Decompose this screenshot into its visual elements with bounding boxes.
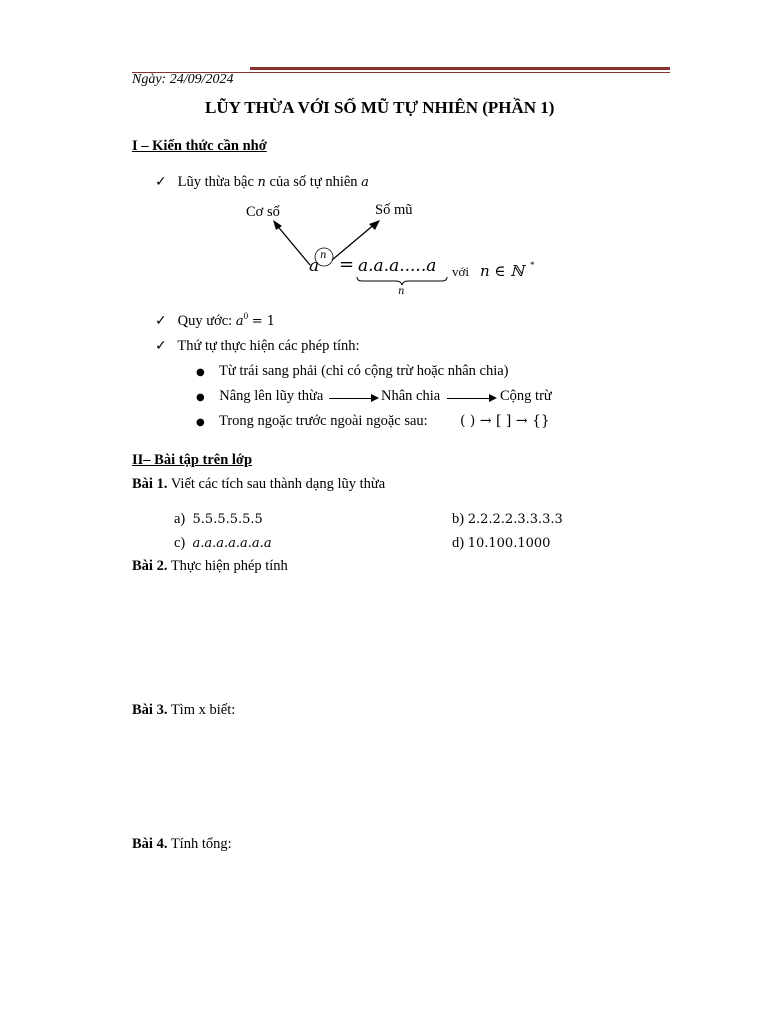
check-icon: ✓ <box>155 174 167 190</box>
arrow-line-2 <box>447 398 489 399</box>
check-icon: ✓ <box>155 338 167 354</box>
base-label: Cơ số <box>246 204 280 220</box>
section-1-heading: I – Kiến thức cần nhớ <box>132 138 267 154</box>
ex1-c: c) a.a.a.a.a.a.a <box>174 535 272 551</box>
ex1-b: b) 2.2.2.2.3.3.3.3 <box>452 511 563 527</box>
power-base: a <box>309 256 320 276</box>
exercise-2-title: Bài 2. Thực hiện phép tính <box>132 558 288 574</box>
bullet-icon: ● <box>196 417 205 428</box>
header-rule-thick <box>250 67 670 70</box>
order-rule-2-mid: Nhân chia <box>381 388 441 404</box>
star-superscript: * <box>530 260 535 270</box>
ex1-a: a) 5.5.5.5.5.5 <box>174 511 263 527</box>
with-word: với <box>452 264 469 279</box>
order-rule-3: ● Trong ngoặc trước ngoài ngoặc sau: <box>196 413 428 429</box>
order-rule-2: ● Nâng lên lũy thừa <box>196 388 324 404</box>
bullet-icon: ● <box>196 392 205 403</box>
underbrace-label: n <box>398 286 405 297</box>
ex1-d: d) 10.100.1000 <box>452 535 551 551</box>
arrow-line-1 <box>329 398 371 399</box>
order-rule-2-end: Cộng trừ <box>500 388 552 404</box>
equals-sign: = <box>339 254 355 275</box>
order-rule-1: ● Từ trái sang phải (chỉ có cộng trừ hoặc nhân chia) <box>196 363 509 379</box>
exercise-3-title: Bài 3. Tìm x biết: <box>132 702 236 718</box>
product-expression: a.a.a.....a <box>358 256 437 276</box>
exercise-4-title: Bài 4. Tính tổng: <box>132 836 232 852</box>
underbrace <box>356 276 448 286</box>
exercise-1-title: Bài 1. Viết các tích sau thành dạng lũy thừa <box>132 476 386 492</box>
knowledge-item-3: ✓ Thứ tự thực hiện các phép tính: <box>155 338 360 354</box>
arrow-right-icon <box>489 394 497 402</box>
knowledge-item-1: ✓ Lũy thừa bậc n của số tự nhiên a <box>155 174 369 190</box>
natural-condition: n ∈ ℕ <box>480 262 525 280</box>
bullet-icon: ● <box>196 367 205 378</box>
page-title: LŨY THỪA VỚI SỐ MŨ TỰ NHIÊN (PHẦN 1) <box>205 98 555 117</box>
power-exponent: n <box>320 250 327 261</box>
knowledge-item-2: ✓ Quy ước: $a^0 = 1$ <box>155 311 276 329</box>
date-line: Ngày: 24/09/2024 <box>132 72 234 87</box>
arrow-right-icon <box>371 394 379 402</box>
bracket-order: ( ) → [ ] → {} <box>460 413 550 429</box>
exponent-label: Số mũ <box>375 202 413 218</box>
check-icon: ✓ <box>155 313 167 329</box>
section-2-heading: II– Bài tập trên lớp <box>132 452 253 468</box>
